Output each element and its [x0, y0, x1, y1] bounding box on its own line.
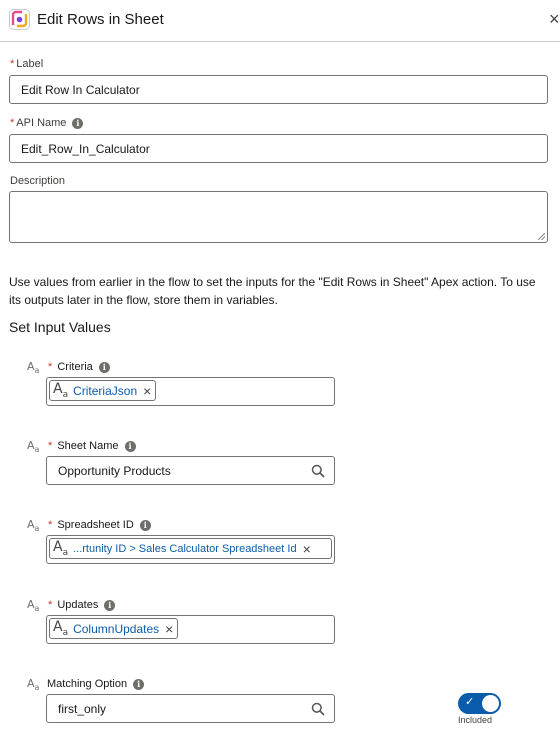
close-icon[interactable]: × — [549, 9, 560, 29]
type-icon-sub: a — [34, 604, 40, 614]
spreadsheet-id-pill[interactable] — [49, 538, 332, 559]
modal-header — [0, 0, 560, 42]
api-name-field-label — [10, 117, 83, 129]
required-mark: * — [10, 117, 15, 129]
type-icon-sub: a — [62, 389, 69, 400]
description-field-label: Description — [10, 175, 66, 187]
criteria-label-text: Criteria — [57, 361, 93, 373]
text-type-icon — [53, 619, 68, 638]
included-toggle[interactable] — [458, 693, 501, 714]
sheet-name-label-text: Sheet Name — [57, 440, 119, 452]
remove-icon[interactable]: × — [143, 382, 152, 399]
description-textarea[interactable] — [9, 191, 548, 243]
updates-pill[interactable] — [49, 618, 178, 639]
type-icon-main: A — [53, 619, 63, 636]
modal-title: Edit Rows in Sheet — [37, 11, 164, 28]
text-type-icon — [27, 439, 39, 454]
api-name-input[interactable] — [9, 134, 548, 163]
matching-option-input-value: first_only — [58, 701, 107, 716]
sheet-name-input-value: Opportunity Products — [58, 463, 171, 478]
info-icon[interactable]: i — [99, 362, 110, 373]
type-icon-main: A — [53, 539, 63, 556]
help-text: Use values from earlier in the flow to set the inputs for the "Edit Rows in Sheet" Apex action. To use its outputs later in the flow, store them in variables. — [9, 275, 536, 307]
type-icon-main: A — [27, 598, 35, 611]
text-type-icon — [27, 518, 39, 533]
type-icon-sub: a — [62, 547, 69, 558]
app-logo-icon — [9, 9, 30, 30]
type-icon-main: A — [27, 518, 35, 531]
type-icon-sub: a — [34, 445, 40, 455]
text-type-icon — [27, 677, 39, 692]
criteria-pill[interactable] — [49, 380, 156, 401]
info-icon[interactable]: i — [72, 118, 83, 129]
label-input-value: Edit Row In Calculator — [21, 82, 140, 97]
type-icon-sub: a — [62, 627, 69, 638]
matching-option-label-text: Matching Option — [47, 678, 128, 690]
required-mark: * — [48, 440, 53, 452]
api-name-input-value: Edit_Row_In_Calculator — [21, 141, 150, 156]
label-field-label — [10, 58, 43, 70]
section-title: Set Input Values — [9, 319, 111, 335]
api-name-text: API Name — [16, 117, 67, 129]
type-icon-main: A — [27, 360, 35, 373]
spreadsheet-id-label — [48, 519, 151, 531]
text-type-icon — [53, 539, 68, 558]
updates-label — [48, 599, 115, 611]
toggle-knob — [482, 695, 499, 712]
updates-label-text: Updates — [57, 599, 99, 611]
type-icon-sub: a — [34, 683, 40, 693]
spreadsheet-id-pill-label: ...rtunity ID > Sales Calculator Spreadsheet Id — [73, 542, 297, 555]
search-icon[interactable] — [311, 464, 325, 478]
criteria-pill-label: CriteriaJson — [73, 383, 138, 398]
type-icon-sub: a — [34, 366, 40, 376]
info-icon[interactable]: i — [104, 600, 115, 611]
required-mark: * — [48, 519, 53, 531]
criteria-label — [48, 361, 110, 373]
label-text: Label — [16, 58, 44, 70]
matching-option-label — [47, 678, 144, 690]
resize-handle-icon[interactable] — [538, 233, 545, 240]
remove-icon[interactable]: × — [302, 540, 311, 557]
spreadsheet-id-label-text: Spreadsheet ID — [57, 519, 134, 531]
matching-option-input[interactable] — [46, 694, 335, 723]
text-type-icon — [27, 598, 39, 613]
sheet-name-input[interactable] — [46, 456, 335, 485]
type-icon-main: A — [27, 439, 35, 452]
text-type-icon — [53, 381, 68, 400]
sheet-name-label — [48, 440, 136, 452]
required-mark: * — [48, 361, 53, 373]
updates-pill-label: ColumnUpdates — [73, 621, 160, 636]
included-label: Included — [458, 715, 493, 725]
label-input[interactable] — [9, 75, 548, 104]
remove-icon[interactable]: × — [165, 620, 174, 637]
info-icon[interactable]: i — [125, 441, 136, 452]
text-type-icon — [27, 360, 39, 375]
search-icon[interactable] — [311, 702, 325, 716]
type-icon-main: A — [53, 381, 63, 398]
info-icon[interactable]: i — [133, 679, 144, 690]
required-mark: * — [48, 599, 53, 611]
info-icon[interactable]: i — [140, 520, 151, 531]
check-icon: ✓ — [465, 696, 475, 708]
type-icon-main: A — [27, 677, 35, 690]
required-mark: * — [10, 58, 15, 70]
type-icon-sub: a — [34, 524, 40, 534]
